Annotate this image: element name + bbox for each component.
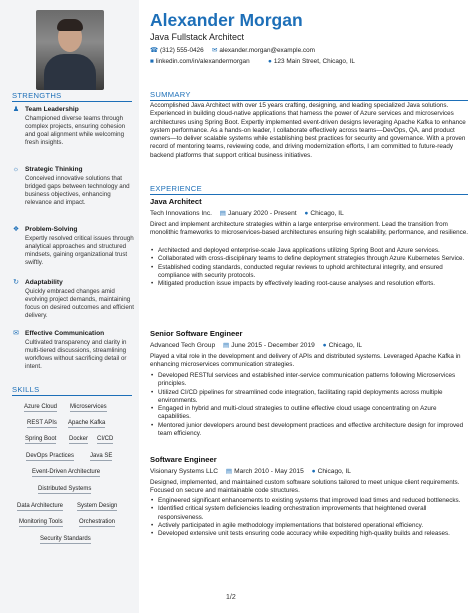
strengths-heading: STRENGTHS (12, 91, 62, 100)
people-icon: ♟ (12, 106, 20, 113)
summary-divider (150, 100, 468, 101)
skill-tag: Docker (69, 436, 89, 442)
job-bullet: • Identified critical system deficiencies leading orchestration improvements that heightened overall responsiveness. (150, 505, 468, 522)
job-bullet: • Collaborated with cross-disciplinary teams to define deployment strategies through Azure Kubernetes Service. (150, 255, 468, 263)
chat-icon: ✉ (13, 330, 19, 337)
job-bullet: • Established coding standards, conducted regular reviews to uphold architectural integrity, and ensured compliance with security protocols. (150, 264, 468, 281)
job-company: Tech Innovations Inc. (150, 210, 212, 217)
page-number: 1/2 (226, 594, 236, 601)
email-text[interactable]: alexander.morgan@example.com (219, 47, 316, 54)
calendar-icon: ▤ (225, 468, 233, 475)
profile-photo (36, 10, 104, 90)
job-meta (150, 467, 351, 475)
experience-divider (150, 194, 468, 195)
skill-tag: Apache Kafka (68, 420, 106, 426)
skill-tag: Azure Cloud (24, 404, 58, 410)
skill-tag: Spring Boot (25, 436, 57, 442)
candidate-title: Java Fullstack Architect (150, 32, 245, 42)
job-location: Chicago, IL (328, 342, 362, 349)
skill-tag: Orchestration (79, 519, 116, 525)
strength-desc: Expertly resolved critical issues through analytical approaches and structured mindsets, gaining organizational trust swiftly. (25, 235, 134, 267)
skills-divider (12, 395, 132, 396)
job-location: Chicago, IL (310, 210, 344, 217)
location-pin-icon: ● (322, 342, 327, 349)
job-meta (150, 209, 344, 217)
contact-linkedin[interactable] (150, 58, 250, 65)
calendar-icon: ▤ (219, 210, 227, 217)
skill-tag: Java SE (90, 453, 113, 459)
job-company: Visionary Systems LLC (150, 468, 219, 475)
job-title: Java Architect (150, 197, 202, 206)
job-bullets (150, 372, 468, 438)
skill-tag: CI/CD (97, 436, 114, 442)
job-bullet: • Mentored junior developers around best development practices and effective architecture design for improved team efficiency. (150, 422, 468, 439)
job-bullets (150, 247, 468, 288)
skill-tag: Microservices (70, 404, 107, 410)
job-description: Direct and implement architecture strategies within a large enterprise environment. Lead the transition from monolithic frameworks to microservices-based architectures ensuring high scalability, performance, and resilience. (150, 221, 469, 237)
job-title: Software Engineer (150, 455, 217, 464)
strength-title: Strategic Thinking (25, 166, 83, 173)
job-bullet: • Utilized CI/CD pipelines for streamlined code integration, facilitating rapid deployments across multiple environments. (150, 389, 468, 406)
job-location: Chicago, IL (317, 468, 351, 475)
strength-title: Effective Communication (25, 330, 105, 337)
job-dates: March 2010 - May 2015 (234, 468, 304, 475)
skill-tag: Event-Driven Architecture (32, 469, 101, 475)
job-bullet: • Developed RESTful services and established inter-service communication patterns following Microservices principles. (150, 372, 468, 389)
job-title: Senior Software Engineer (150, 329, 243, 338)
strengths-divider (12, 101, 132, 102)
location-text: 123 Main Street, Chicago, IL (273, 58, 355, 65)
contact-email[interactable] (212, 46, 315, 54)
strength-title: Team Leadership (25, 106, 79, 113)
skill-tag: Security Standards (40, 536, 91, 542)
strength-title: Adaptability (25, 279, 63, 286)
calendar-icon: ▤ (222, 342, 230, 349)
strength-title: Problem-Solving (25, 226, 78, 233)
contact-phone (150, 46, 204, 54)
summary-heading: SUMMARY (150, 90, 191, 99)
lightbulb-icon: ☼ (12, 166, 20, 173)
contact-location (268, 58, 355, 65)
skill-tag: Monitoring Tools (19, 519, 63, 525)
job-description: Played a vital role in the development and delivery of APIs and distributed systems. Leveraged Apache Kafka in enhancing microservices communication strategies. (150, 353, 461, 369)
skill-tag: REST APIs (27, 420, 57, 426)
email-icon: ✉ (212, 47, 218, 54)
job-company: Advanced Tech Group (150, 342, 216, 349)
candidate-name: Alexander Morgan (150, 10, 303, 30)
location-pin-icon: ● (304, 210, 309, 217)
job-bullet: • Actively participated in agile methodology implementations that bolstered operational efficiency. (150, 522, 468, 530)
job-bullet: • Developed extensive unit tests ensuring code accuracy while expediting high-quality builds and releases. (150, 530, 468, 538)
strength-desc: Cultivated transparency and clarity in multi-tiered discussions, streamlining workflows without sacrificing detail or intent. (25, 339, 127, 371)
job-meta (150, 341, 362, 349)
job-description: Designed, implemented, and maintained custom software solutions tailored to meet unique client requirements. Focused on secure and maintainable code structures. (150, 479, 460, 495)
job-bullets (150, 497, 468, 538)
skills-heading: SKILLS (12, 385, 40, 394)
experience-heading: EXPERIENCE (150, 184, 202, 193)
skill-tag: DevOps Practices (26, 453, 75, 459)
sidebar (0, 0, 139, 613)
summary-text: Accomplished Java Architect with over 15 years crafting, designing, and leading specialized Java solutions. Experienced in building cloud-native applications that harness the power of Azure services and microservices architectures using Spring Boot. Expertly implemented event-driven designs leveraging Apache Kafka to enhance system performance. As a hands-on leader, I collaborate effectively across teams—DevOps, QA, and product owners—to deliver scalable systems while establishing best practices for security and governance. With a proven record of mentoring teams, reviewing code, and driving modernization efforts, I am committed to future-ready backend platforms that support critical business initiatives. (150, 102, 466, 159)
job-bullet: • Engaged in hybrid and multi-cloud strategies to outline effective cloud usage concentrating on Azure capabilities. (150, 405, 468, 422)
job-dates: January 2020 - Present (228, 210, 297, 217)
phone-text: (312) 555-0426 (159, 47, 204, 54)
strength-desc: Conceived innovative solutions that bridged gaps between technology and business objectives, enhancing relevance and impact. (25, 175, 130, 207)
location-pin-icon: ● (311, 468, 316, 475)
job-bullet: • Mitigated production issue impacts by effectively leading root-cause analyses and resolution efforts. (150, 280, 468, 288)
skill-tag: Distributed Systems (38, 486, 92, 492)
refresh-icon: ↻ (13, 279, 19, 286)
strength-desc: Championed diverse teams through complex projects, ensuring cohesion and goal alignment while welcoming fresh insights. (25, 115, 126, 147)
job-bullet: • Architected and deployed enterprise-scale Java applications utilizing Spring Boot and Azure services. (150, 247, 468, 255)
linkedin-text[interactable]: linkedin.com/in/alexandermorgan (155, 58, 250, 65)
skill-tag: Data Architecture (17, 503, 64, 509)
puzzle-icon: ❖ (12, 226, 20, 233)
skill-tag: System Design (77, 503, 118, 509)
linkedin-icon: ■ (150, 58, 154, 65)
location-pin-icon: ● (268, 58, 272, 65)
phone-icon: ☎ (150, 47, 158, 54)
job-bullet: • Engineered significant enhancements to existing systems that improved load times and reduced bottlenecks. (150, 497, 468, 505)
job-dates: June 2015 - December 2019 (231, 342, 315, 349)
strength-desc: Quickly embraced changes amid evolving project demands, maintaining focus on desired outcomes and efficient delivery. (25, 288, 134, 320)
